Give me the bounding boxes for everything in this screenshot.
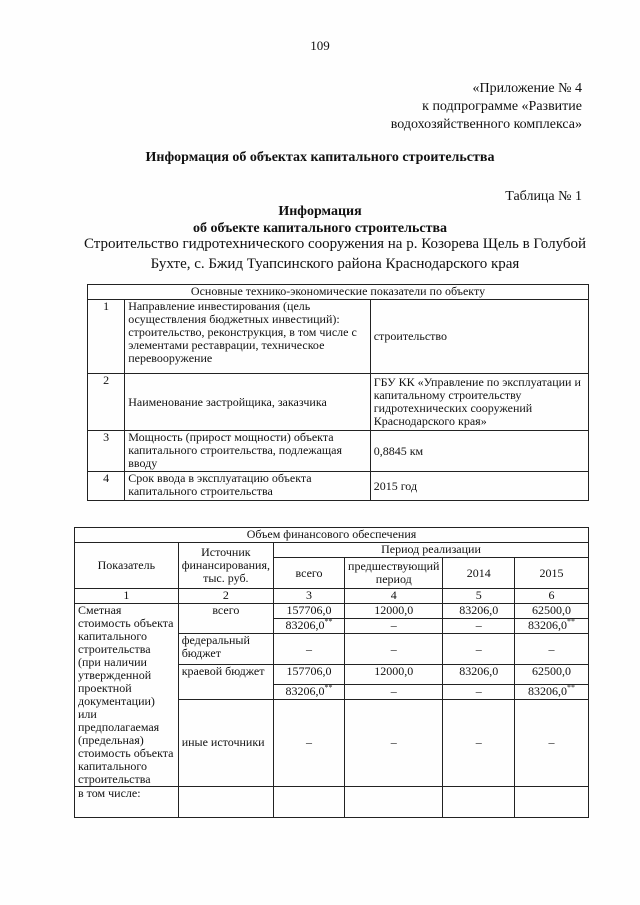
indicators-header-row (88, 285, 589, 300)
value-cell: – (515, 634, 589, 665)
indicator-num: 4 (88, 472, 125, 501)
info-title (0, 203, 640, 237)
indicator-value: строительство (370, 300, 588, 374)
table-number: Таблица № 1 (505, 189, 582, 204)
appendix-reference (322, 80, 582, 134)
value-cell: – (345, 619, 443, 634)
empty-cell (515, 787, 589, 818)
indicator-num: 3 (88, 431, 125, 472)
value-cell: 12000,0 (345, 665, 443, 685)
page-number: 109 (310, 38, 330, 53)
value-cell: – (443, 634, 515, 665)
col-period: Период реализации (274, 543, 589, 558)
indicator-value: ГБУ КК «Управление по эксплуатации и капитальному строительству гидротехнических сооружений Краснодарского края» (370, 374, 588, 431)
indicator-text: Сметная стоимость объекта капитального строительства (при наличии утвержденной проектной документации) или предполагаемая (предельная) стоимость объекта капитального строительства (75, 604, 179, 787)
source-regional: краевой бюджет (178, 665, 273, 700)
col-source: Источник финансирования, тыс. руб. (178, 543, 273, 589)
empty-cell (345, 787, 443, 818)
value-cell: – (274, 634, 345, 665)
appendix-line-1: «Приложение № 4 (472, 81, 582, 96)
indicator-num: 2 (88, 374, 125, 431)
value-cell: 62500,0 (515, 604, 589, 619)
indicator-num: 1 (88, 300, 125, 374)
indicator-row (88, 472, 589, 501)
indicator-row (88, 374, 589, 431)
empty-cell (178, 787, 273, 818)
value-cell: 83206,0** (274, 684, 345, 699)
col-num: 3 (274, 589, 345, 604)
indicator-name: Наименование застройщика, заказчика (125, 374, 370, 431)
indicator-row (88, 300, 589, 374)
indicators-header: Основные технико-экономические показатели по объекту (88, 285, 589, 300)
value-cell: 83206,0** (274, 619, 345, 634)
col-total: всего (274, 558, 345, 589)
value-cell: 12000,0 (345, 604, 443, 619)
value-cell: – (345, 684, 443, 699)
value-cell: 83206,0** (515, 684, 589, 699)
value-cell: 83206,0** (515, 619, 589, 634)
value-cell: 83206,0 (443, 604, 515, 619)
indicator-name: Срок ввода в эксплуатацию объекта капитального строительства (125, 472, 370, 501)
finance-table (74, 527, 589, 818)
info-title-line-2: об объекте капитального строительства (192, 221, 448, 236)
value-cell: – (345, 634, 443, 665)
info-title-line-1: Информация (278, 204, 362, 219)
col-2014: 2014 (443, 558, 515, 589)
col-2015: 2015 (515, 558, 589, 589)
indicators-table (87, 284, 589, 501)
source-federal: федеральный бюджет (178, 634, 273, 665)
main-heading: Информация об объектах капитального строительства (145, 150, 495, 165)
value-cell: – (515, 699, 589, 787)
col-indicator: Показатель (75, 543, 179, 589)
empty-cell (443, 787, 515, 818)
empty-cell (274, 787, 345, 818)
col-num: 4 (345, 589, 443, 604)
value-cell: 62500,0 (515, 665, 589, 685)
finance-colnum-row (75, 589, 589, 604)
value-cell: – (274, 699, 345, 787)
value-cell: 157706,0 (274, 665, 345, 685)
appendix-line-3: водохозяйственного комплекса» (390, 117, 582, 132)
source-other: иные источники (178, 699, 273, 787)
col-num: 5 (443, 589, 515, 604)
finance-header: Объем финансового обеспечения (75, 528, 589, 543)
appendix-line-2: к подпрограмме «Развитие (422, 99, 582, 114)
col-num: 2 (178, 589, 273, 604)
including-label: в том числе: (75, 787, 179, 818)
col-num: 1 (75, 589, 179, 604)
finance-row-including (75, 787, 589, 818)
value-cell: 83206,0 (443, 665, 515, 685)
indicator-value: 2015 год (370, 472, 588, 501)
value-cell: – (443, 699, 515, 787)
col-previous: предшествующий период (345, 558, 443, 589)
value-cell: 157706,0 (274, 604, 345, 619)
value-cell: – (345, 699, 443, 787)
indicator-value: 0,8845 км (370, 431, 588, 472)
value-cell: – (443, 684, 515, 699)
col-num: 6 (515, 589, 589, 604)
finance-header-row (75, 528, 589, 543)
object-name: Строительство гидротехнического сооружения на р. Козорева Щель в Голубой Бухте, с. Бжид Туапсинского района Краснодарского края (83, 236, 587, 272)
indicator-name: Мощность (прирост мощности) объекта капитального строительства, подлежащая вводу (125, 431, 370, 472)
source-total: всего (178, 604, 273, 634)
value-cell: – (443, 619, 515, 634)
finance-colhead-row (75, 543, 589, 558)
indicator-name: Направление инвестирования (цель осуществления бюджетных инвестиций): строительство, реконструкция, в том числе с элементами реставрации, техническое перевооружение (125, 300, 370, 374)
indicator-row (88, 431, 589, 472)
